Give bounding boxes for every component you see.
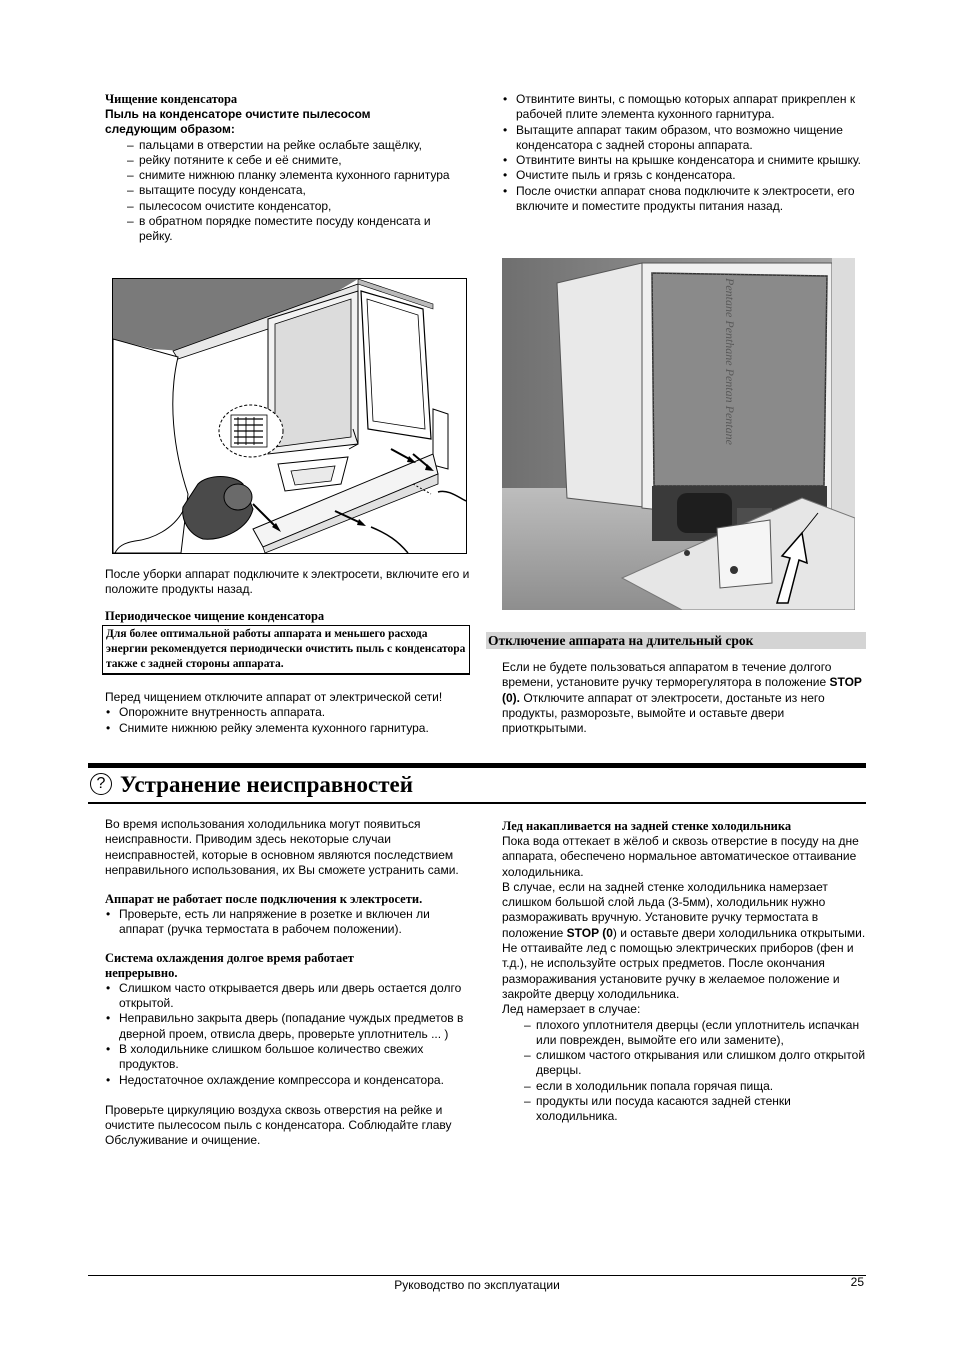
list-item: • Очистите пыль и грязь с конденсатора. (502, 168, 866, 183)
list-item: • После очистки аппарат снова подключите к электросети, его включите и поместите продукты питания назад. (502, 184, 866, 215)
ice-buildup-text-part1: В случае, если на задней стенке холодильника намерзает слишком большой слой льда (3-5мм), холодильник нужно размораживать вручную. Установите ручку термостата в положение (502, 879, 828, 940)
footer-rule (88, 1275, 866, 1276)
continuous-cooling-heading (105, 951, 465, 981)
list-item: – пальцами в отверстии на рейке ослабьте защёлку, (127, 138, 467, 153)
title-rule-top (88, 763, 866, 768)
ice-buildup-heading: Лед накапливается на задней стенке холодильника (502, 819, 792, 833)
periodic-cleaning-note: Для более оптимальной работы аппарата и меньшего расхода энергии рекомендуется периодически очистить пыль с конденсатора также с задней стороны аппарата. (102, 625, 470, 675)
rear-cleaning-list (502, 92, 866, 214)
appliance-drawing (113, 279, 466, 553)
list-item: – пылесосом очистите конденсатор, (127, 199, 467, 214)
troubleshooting-title (88, 770, 866, 802)
pentane-label: Pentane Penthane Pentan Pentane (723, 278, 737, 445)
list-item: • Слишком часто открывается дверь или дверь остается долго открытой. (105, 981, 465, 1012)
list-item: • Опорожните внутренность аппарата. (105, 705, 470, 720)
not-working-list (105, 907, 465, 938)
page-number: 25 (850, 1275, 864, 1289)
list-item: • Отвинтите винты, с помощью которых аппарат прикреплен к рабочей плите элемента кухонного гарнитура. (502, 92, 866, 123)
continuous-cooling-heading-line1: Система охлаждения долгое время работает (105, 950, 354, 965)
before-cleaning-text: Перед чищением отключите аппарат от электрической сети! (105, 690, 443, 704)
ice-buildup-text-part2: ) и оставьте двери холодильника открытыми. Не оттаивайте лед с помощью электрических приборов (фен и т.д.), не используйте острых предметов. После окончания размораживания установите ручку в желаемое положение и закройте дверцу холодильника. (502, 925, 866, 1001)
question-circle-icon: ? (90, 773, 112, 795)
before-cleaning-section (105, 690, 470, 736)
troubleshooting-right-column (502, 819, 866, 1125)
list-item: • Отвинтите винты на крышке конденсатора и снимите крышку. (502, 153, 866, 168)
continuous-cooling-list (105, 981, 465, 1088)
page-title: Устранение неисправностей (120, 772, 414, 797)
rear-condenser-photo-illustration (502, 258, 855, 610)
condenser-photo (502, 258, 855, 610)
rear-cleaning-section (502, 92, 866, 214)
list-item: – слишком частого открывания или слишком долго открытой дверцы. (524, 1048, 866, 1079)
list-item: – если в холодильник попала горячая пища. (524, 1079, 866, 1094)
footer-text: Руководство по эксплуатации (394, 1278, 560, 1292)
not-working-heading: Аппарат не работает после подключения к электросети. (105, 892, 423, 907)
troubleshooting-left-column (105, 817, 465, 1149)
continuous-cooling-heading-line2: непрерывно. (105, 965, 178, 980)
troubleshooting-intro: Во время использования холодильника могут появиться неисправности. Приводим здесь некоторые случаи неисправностей, которые в основном являются последствием неправильного использования, их Вы сможете устранить сами. (105, 817, 459, 877)
ice-buildup-paragraph-1: Пока вода оттекает в жёлоб и сквозь отверстие в посуду на дне аппарата, обеспечено нормальное автоматическое оттаивание холодильника. (502, 834, 859, 879)
condenser-subheading-line2: следующим образом: (105, 122, 235, 137)
shutdown-stop-label: STOP (0). (502, 675, 862, 705)
long-term-shutdown-text (502, 660, 866, 736)
list-item: • Неправильно закрыта дверь (попадание чуждых предметов в дверной проем, отвисла дверь, проверьте уплотнитель ... ) (105, 1011, 465, 1042)
condenser-cleaning-section (105, 92, 470, 245)
ice-buildup-stop-label: STOP (0 (566, 925, 613, 940)
condenser-steps-list (127, 138, 467, 245)
ice-causes-list (524, 1018, 866, 1125)
list-item: • Снимите нижнюю рейку элемента кухонного гарнитура. (105, 721, 470, 736)
list-item: – рейку потяните к себе и её снимите, (127, 153, 467, 168)
long-term-shutdown-heading: Отключение аппарата на длительный срок (486, 632, 866, 649)
list-item: • Проверьте, есть ли напряжение в розетке и включен ли аппарат (ручка термостата в рабочем положении). (105, 907, 465, 938)
after-cleaning-text: После уборки аппарат подключите к электросети, включите его и положите продукты назад. (105, 567, 470, 597)
list-item: • В холодильнике слишком большое количество свежих продуктов. (105, 1042, 465, 1073)
list-item: – вытащите посуду конденсата, (127, 183, 467, 198)
list-item: • Вытащите аппарат таким образом, что возможно чищение конденсатора с задней стороны аппарата. (502, 123, 866, 154)
condenser-subheading-line1: Пыль на конденсаторе очистите пылесосом (105, 107, 371, 121)
title-rule-bottom (88, 802, 866, 804)
shutdown-text-part1: Если не будете пользоваться аппаратом в течение долгого времени, установите ручку терморегулятора в положение (502, 660, 832, 690)
ice-buildup-paragraph-2 (502, 880, 866, 1002)
condenser-subheading (105, 107, 470, 138)
periodic-cleaning-heading: Периодическое чищение конденсатора (105, 609, 325, 623)
ice-buildup-paragraph-3: Лед намерзает в случае: (502, 1002, 641, 1017)
list-item: • Недостаточное охлаждение компрессора и конденсатора. (105, 1073, 465, 1088)
airflow-check-text: Проверьте циркуляцию воздуха сквозь отверстия на рейке и очистите пылесосом пыль с конденсатора. Соблюдайте главу Обслуживание и очищение. (105, 1102, 452, 1148)
before-cleaning-list (105, 705, 470, 736)
list-item: – снимите нижнюю планку элемента кухонного гарнитура (127, 168, 467, 183)
list-item: – продукты или посуда касаются задней стенки холодильника. (524, 1094, 866, 1125)
condenser-cleaning-heading: Чищение конденсатора (105, 92, 238, 106)
list-item: – в обратном порядке поместите посуду конденсата и рейку. (127, 214, 467, 245)
list-item: – плохого уплотнителя дверцы (если уплотнитель испачкан или поврежден, вымойте его или замените), (524, 1018, 866, 1049)
condenser-drawing-figure (112, 278, 467, 554)
shutdown-text-part2: Отключите аппарат от электросети, достаньте из него продукты, разморозьте, вымойте и оставьте двери приоткрытыми. (502, 690, 825, 736)
